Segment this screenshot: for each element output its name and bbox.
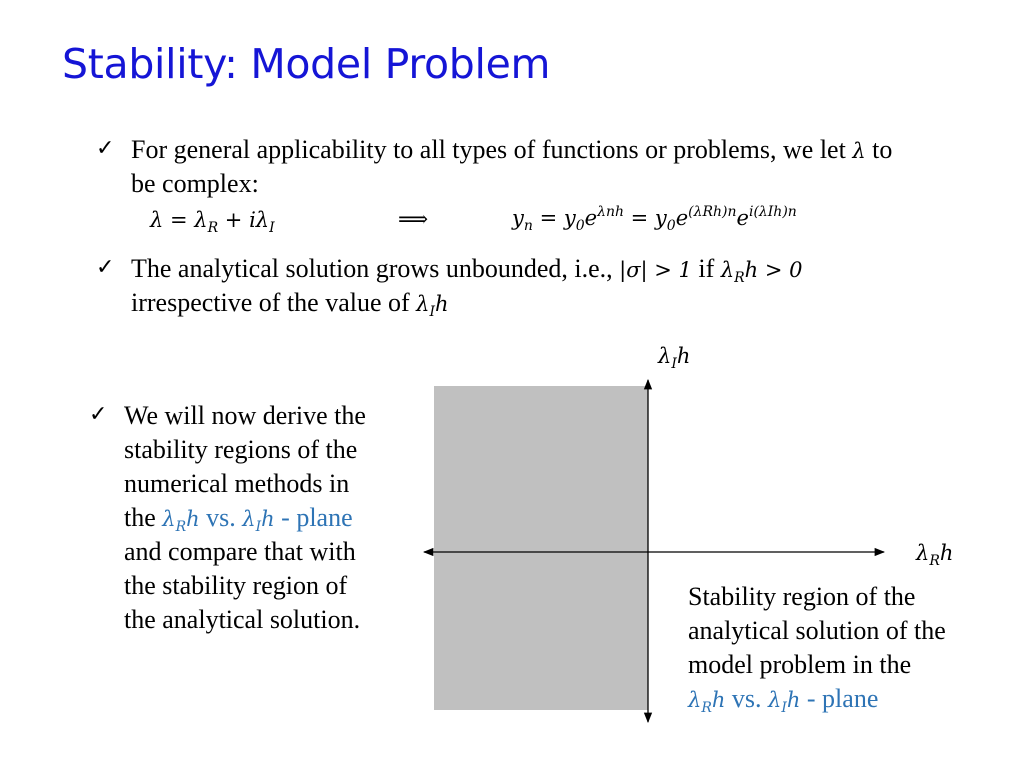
- x-axis-label: $\lambda_Rh$: [916, 541, 954, 569]
- sigma-condition: |σ| > 1: [619, 258, 692, 282]
- bullet3-line3: numerical methods in: [124, 469, 350, 498]
- bullet3-line2: stability regions of the: [124, 435, 358, 464]
- caption-line2: analytical solution of the: [688, 616, 946, 645]
- stability-region-shaded: [434, 386, 648, 710]
- implies-symbol: ⟹: [398, 207, 429, 231]
- bullet3-line4: the $\lambda_Rh$ vs. $\lambda_Ih$ - plane: [124, 503, 353, 535]
- slide-title: Stability: Model Problem: [62, 40, 551, 88]
- bullet1-text: For general applicability to all types of functions or problems, we let: [131, 135, 846, 164]
- lambda-symbol: λ: [852, 139, 866, 163]
- caption-line3: model problem in the: [688, 650, 912, 679]
- checkmark-icon: ✓: [96, 255, 115, 280]
- checkmark-icon: ✓: [89, 402, 108, 427]
- solution-equation: $y_n = y_0e^{\lambda nh} = y_0e^{(\lambda Rh)n}e^{i(\lambda Ih)n}$: [512, 204, 797, 234]
- bullet3-line7: the analytical solution.: [124, 605, 361, 634]
- real-part-condition: $\lambda_Rh > 0$: [720, 258, 803, 286]
- bullet3-line5: and compare that with: [124, 537, 356, 566]
- imag-part-term: $\lambda_Ih$: [416, 292, 449, 320]
- caption-line4: $\lambda_Rh$ vs. $\lambda_Ih$ - plane: [688, 684, 879, 716]
- bullet1-to: to: [872, 135, 893, 164]
- bullet3-line1: We will now derive the: [124, 401, 366, 430]
- bullet2-line1: The analytical solution grows unbounded, i.e., |σ| > 1 if $\lambda_Rh > 0$: [131, 254, 803, 286]
- checkmark-icon: ✓: [96, 136, 115, 161]
- bullet3-line6: the stability region of: [124, 571, 348, 600]
- bullet1-line2: be complex:: [131, 169, 259, 198]
- caption-line1: Stability region of the: [688, 582, 916, 611]
- y-axis-label: $\lambda_Ih$: [658, 344, 691, 372]
- lambda-decomposition: $\lambda = \lambda_R + i\lambda_I$: [150, 208, 275, 236]
- bullet2-line2: irrespective of the value of $\lambda_Ih$: [131, 288, 449, 320]
